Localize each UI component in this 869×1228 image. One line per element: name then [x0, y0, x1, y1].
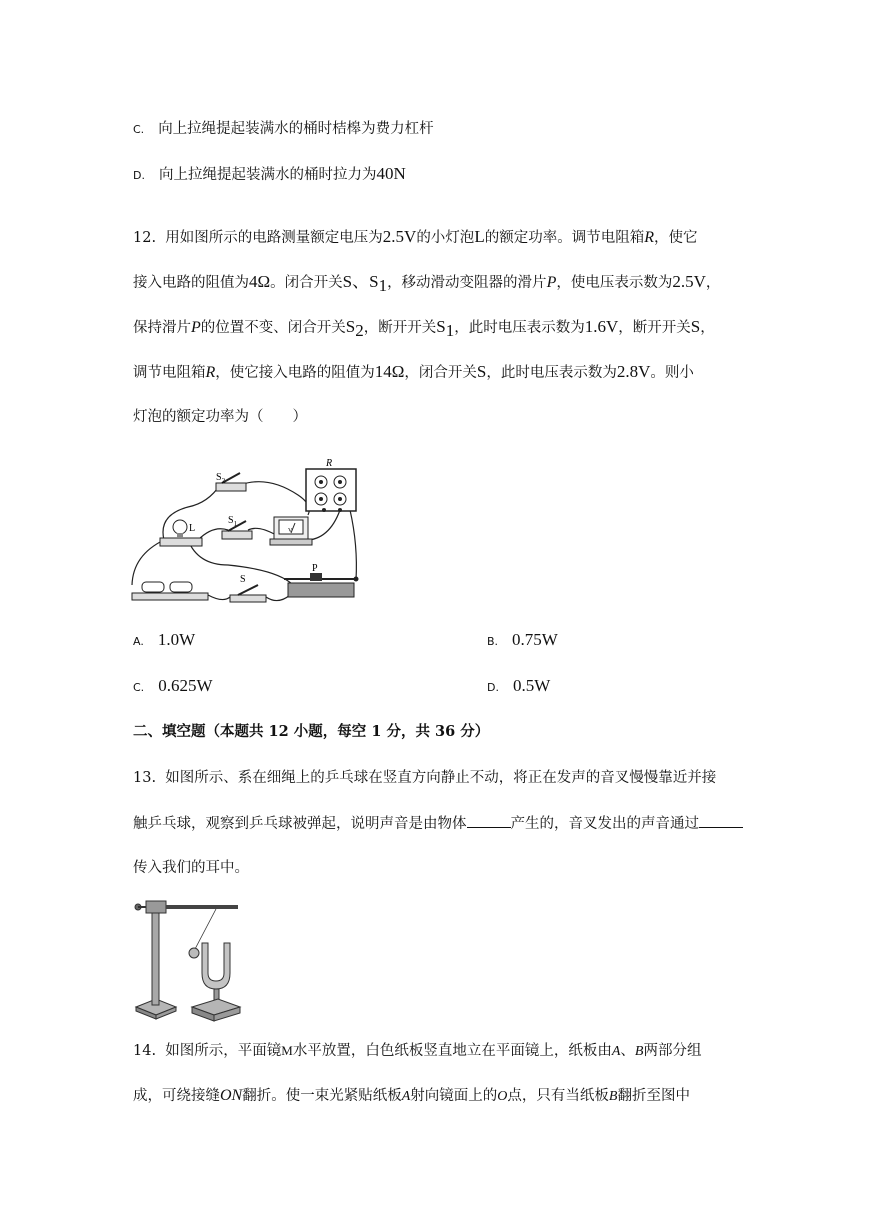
value: 4Ω	[249, 272, 271, 291]
text: 。则小	[650, 365, 694, 381]
option-text: 向上拉绳提起装满水的桶时拉力为	[158, 167, 377, 183]
text: 保持滑片	[133, 320, 191, 336]
resistance-box	[306, 469, 356, 512]
label-s2: $S_2$	[216, 472, 226, 485]
circuit-figure	[128, 455, 368, 615]
symbol: ON	[220, 1087, 243, 1104]
label-s: S	[240, 574, 246, 585]
symbol: P	[191, 319, 201, 336]
lamp-l	[160, 520, 202, 546]
option-value: 0.5W	[512, 676, 551, 695]
text: 用如图所示的电路测量额定电压为	[165, 230, 383, 246]
battery	[132, 582, 208, 600]
text: ，闭合开关	[404, 365, 477, 381]
symbol: S	[476, 362, 487, 381]
option-text: 向上拉绳提起装满水的桶时桔槔为费力杠杆	[158, 121, 434, 137]
text: ，移动滑动变阻器的滑片	[387, 275, 547, 291]
option-label: D.	[487, 681, 499, 694]
section-title: 二、填空题（本题共 12 小题，每空 1 分，共 36 分）	[133, 723, 490, 740]
text: 调节电阻箱	[133, 365, 206, 381]
q13-line-3	[133, 857, 249, 879]
text: 的小灯泡	[416, 230, 475, 246]
option-value: 40N	[376, 164, 406, 183]
symbol: S、S	[342, 272, 379, 291]
value: 14Ω	[374, 362, 405, 381]
text: 触乒乓球，观察到乒乓球被弹起，说明声音是由物体	[133, 816, 467, 832]
q12-line-4	[133, 361, 694, 384]
value: 1.6V	[584, 317, 619, 336]
q13-line-2	[133, 813, 743, 835]
symbol: P	[546, 274, 557, 291]
text: 如图所示、系在细绳上的乒乓球在竖直方向静止不动，将正在发声的音叉慢慢靠近并接	[165, 770, 717, 786]
tuning-fork-figure	[128, 895, 243, 1025]
rheostat	[284, 573, 359, 597]
value: 2.8V	[616, 362, 651, 381]
value: 2.5V	[382, 227, 417, 246]
option-label: C.	[133, 681, 145, 694]
label-s1: $S_1$	[228, 515, 238, 528]
text: 射向镜面上的	[410, 1088, 498, 1104]
text: 成，可绕接缝	[133, 1088, 220, 1104]
answer-blank[interactable]	[467, 813, 511, 828]
question-number: 12.	[133, 230, 157, 246]
text: 传入我们的耳中。	[133, 860, 249, 876]
symbol: S	[436, 317, 446, 336]
subscript: 2	[355, 320, 364, 340]
q14-line-1	[133, 1040, 701, 1063]
symbol: S	[345, 317, 356, 336]
q14-line-2	[133, 1085, 690, 1108]
text: 点，只有当纸板	[507, 1088, 609, 1104]
symbol: O	[497, 1089, 508, 1104]
option-c-q11	[133, 118, 434, 141]
q12-line-2	[133, 271, 720, 297]
option-value: 0.75W	[512, 630, 558, 649]
symbol: A	[401, 1089, 411, 1104]
symbol: B	[608, 1089, 618, 1104]
text: ，使电压表示数为	[556, 275, 673, 291]
option-label: D.	[133, 169, 145, 182]
q12-line-3	[133, 316, 715, 342]
option-d	[487, 675, 550, 699]
option-a	[133, 629, 195, 653]
symbol: S	[690, 317, 701, 336]
q13-line-1	[133, 767, 716, 789]
subscript: 1	[378, 275, 388, 295]
option-value: 0.625W	[158, 676, 213, 695]
text: ，此时电压表示数为	[454, 320, 585, 336]
subscript: 1	[445, 320, 455, 340]
text: 接入电路的阻值为	[133, 275, 249, 291]
question-number: 13.	[133, 770, 157, 786]
text: ，使它	[653, 230, 698, 246]
q12-line-5	[133, 406, 307, 428]
text: 两部分组	[643, 1043, 702, 1059]
option-c	[133, 675, 212, 699]
option-label: B.	[487, 635, 499, 648]
text: ，	[700, 320, 715, 336]
value: L	[474, 227, 485, 246]
value: 2.5V	[672, 272, 706, 291]
text: 。闭合开关	[270, 275, 343, 291]
label-p: P	[312, 563, 318, 574]
text: 如图所示，平面镜	[165, 1043, 282, 1059]
symbol: R	[644, 229, 654, 246]
text: 的位置不变、闭合开关	[200, 320, 346, 336]
symbol: B	[634, 1044, 644, 1059]
text: 灯泡的额定功率为（ ）	[133, 409, 307, 425]
text: ，此时电压表示数为	[486, 365, 617, 381]
q12-line-1	[133, 226, 697, 249]
option-d-q11	[133, 163, 406, 187]
symbol: M	[281, 1043, 293, 1058]
text: 翻折。使一束光紧贴纸板	[242, 1088, 402, 1104]
switch-s	[230, 585, 266, 602]
text: ，断开开关	[618, 320, 691, 336]
text: 翻折至图中	[617, 1088, 690, 1104]
text: 产生的，音叉发出的声音通过	[510, 816, 699, 832]
option-b	[487, 629, 558, 653]
label-r: R	[326, 458, 333, 469]
text: ，使它接入电路的阻值为	[215, 365, 375, 381]
text: 、	[620, 1043, 635, 1059]
label-l: L	[189, 523, 196, 534]
option-value: 1.0W	[157, 630, 196, 649]
symbol: R	[205, 364, 216, 381]
option-label: C.	[133, 123, 145, 136]
answer-blank[interactable]	[699, 813, 743, 828]
question-number: 14.	[133, 1043, 157, 1059]
text: 水平放置，白色纸板竖直地立在平面镜上，纸板由	[292, 1043, 612, 1059]
option-label: A.	[133, 635, 144, 648]
label-v: V	[288, 528, 293, 534]
text: 的额定功率。调节电阻箱	[484, 230, 645, 246]
symbol: A	[611, 1044, 621, 1059]
text: ，	[705, 275, 721, 291]
text: ，断开开关	[363, 320, 437, 336]
